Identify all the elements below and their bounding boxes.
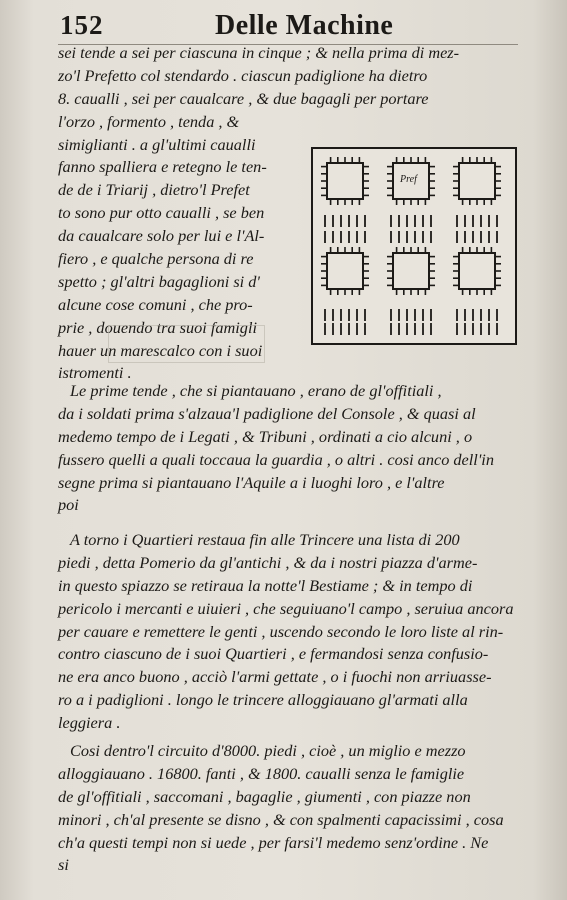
text-line: da caualcare solo per lui e l'Al- — [58, 226, 265, 246]
text-line: l'orzo , formento , tenda , & — [58, 111, 240, 131]
text-line: ch'a questi tempi non si uede , per farsi'l medemo senz'ordine . Ne — [58, 832, 489, 852]
page-number: 152 — [60, 10, 104, 40]
text-line: poi — [58, 495, 79, 515]
text-line: si — [58, 855, 69, 875]
tent-square — [459, 253, 495, 289]
text-line: 8. caualli , sei per caualcare , & due bagagli per portare — [58, 88, 429, 108]
text-line: hauer un marescalco con i suoi — [58, 340, 263, 360]
bleed-through-figure — [108, 325, 265, 363]
camp-plan-figure — [311, 147, 517, 345]
paragraph-2 — [58, 380, 518, 517]
text-line: simiglianti . a gl'ultimi caualli — [58, 134, 256, 154]
text-line: fanno spalliera e retegno le ten- — [58, 157, 267, 177]
text-line: per cauare e remettere le genti , uscendo secondo le loro liste al rin- — [58, 621, 504, 641]
text-line: contro ciascuno de i suoi Quartieri , e fermandosi senza confusio- — [58, 644, 489, 664]
text-line: Le prime tende , che si piantauano , erano de gl'offitiali , — [70, 381, 442, 400]
text-line: zo'l Prefetto col stendardo . ciascun padiglione ha dietro — [58, 65, 428, 85]
text-line: piedi , detta Pomerio da gl'antichi , & da i nostri piazza d'arme- — [58, 552, 478, 572]
text-line: segne prima si piantauano l'Aquile a i luoghi loro , e l'altre — [58, 472, 445, 492]
text-line: Cosi dentro'l circuito d'8000. piedi , cioè , un miglio e mezzo — [70, 741, 466, 760]
text-line: alcune cose comuni , che pro- — [58, 294, 253, 314]
text-line: leggiera . — [58, 713, 121, 733]
text-line: sei tende a sei per ciascuna in cinque ; & nella prima di mez- — [58, 43, 460, 62]
tent-square — [327, 163, 363, 199]
text-line: pericolo i mercanti e uiuieri , che seguiuano'l campo , seruiua ancora — [58, 598, 514, 618]
text-line: spetto ; gl'altri bagaglioni si d' — [58, 271, 260, 291]
tent-square — [327, 253, 363, 289]
paragraph-3 — [58, 529, 518, 735]
text-line: fussero quelli a quali toccaua la guardia , o altri . cosi anco dell'in — [58, 449, 494, 469]
text-line: in questo spiazzo se retiraua la notte'l Bestiame ; & in tempo di — [58, 575, 473, 595]
text-line: ne era anco buono , acciò l'armi gettate , o i fuochi non arriuasse- — [58, 667, 492, 687]
text-line: da i soldati prima s'alzaua'l padiglione del Console , & quasi al — [58, 403, 476, 423]
text-line: fiero , e qualche persona di re — [58, 249, 254, 269]
running-head: Delle Machine — [215, 10, 394, 41]
text-line: ro a i padiglioni . longo le trincere alloggiauano gl'armati alla — [58, 690, 468, 710]
prefect-label: Pref — [400, 174, 417, 185]
page-header — [60, 10, 530, 44]
text-line: to sono pur otto caualli , se ben — [58, 203, 265, 223]
tent-square — [459, 163, 495, 199]
paragraph-4 — [58, 740, 518, 877]
text-line: A torno i Quartieri restaua fin alle Trincere una lista di 200 — [70, 530, 460, 549]
text-line: istromenti . — [58, 363, 132, 383]
tent-square — [393, 253, 429, 289]
text-line: prie , douendo tra suoi famigli — [58, 317, 257, 337]
text-line: medemo tempo de i Legati , & Tribuni , ordinati a cio alcuni , o — [58, 426, 473, 446]
text-line: alloggiauano . 16800. fanti , & 1800. caualli senza le famiglie — [58, 763, 465, 783]
text-line: minori , ch'al presente se disno , & con spalmenti capacissimi , cosa — [58, 809, 504, 829]
text-line: de gl'offitiali , saccomani , bagaglie , giumenti , con piazze non — [58, 786, 471, 806]
text-line: de de i Triarij , dietro'l Prefet — [58, 180, 250, 200]
